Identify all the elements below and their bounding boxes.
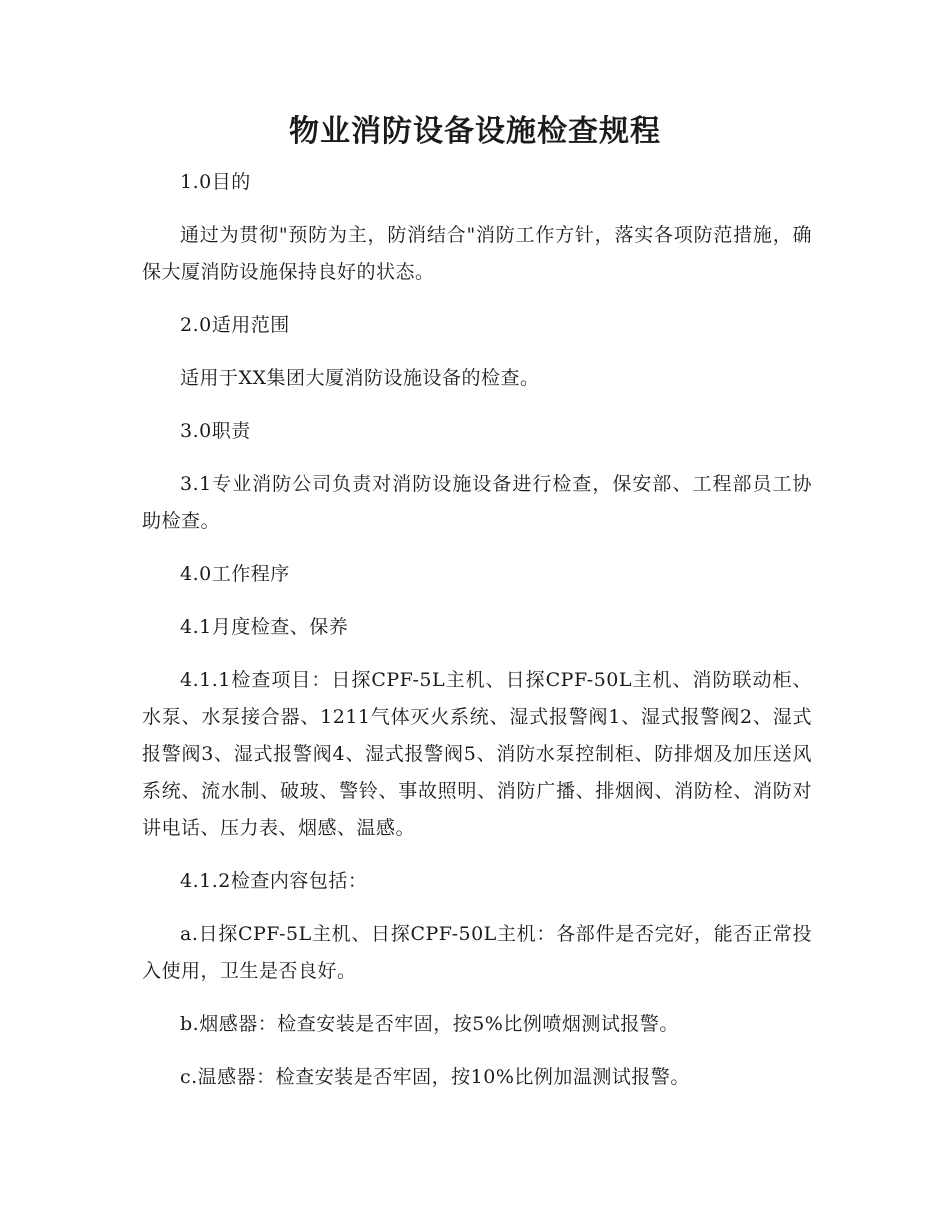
list-item-c: c.温感器：检查安装是否牢固，按10%比例加温测试报警。 — [180, 1066, 690, 1088]
section-heading-duties: 3.0职责 — [180, 420, 251, 442]
section-heading-purpose: 1.0目的 — [180, 171, 251, 193]
subsection-heading-monthly: 4.1月度检查、保养 — [180, 616, 349, 638]
paragraph-duties: 3.1专业消防公司负责对消防设施设备进行检查，保安部、工程部员工协助检查。 — [142, 473, 812, 532]
paragraph-check-content-heading: 4.1.2检查内容包括： — [180, 870, 368, 892]
list-item-a: a.日探CPF-5L主机、日探CPF-50L主机：各部件是否完好，能否正常投入使用，卫生是否良好。 — [142, 923, 812, 982]
list-item-b: b.烟感器：检查安装是否牢固，按5%比例喷烟测试报警。 — [180, 1013, 679, 1035]
paragraph-check-items: 4.1.1检查项目：日探CPF-5L主机、日探CPF-50L主机、消防联动柜、水泵、水泵接合器、1211气体灭火系统、湿式报警阀1、湿式报警阀2、湿式报警阀3、湿式报警阀4、湿式报警阀5、消防水泵控制柜、防排烟及加压送风系统、流水制、破玻、警铃、事故照明、消防广播、排烟阀、消防栓、消防对讲电话、压力表、烟感、温感。 — [142, 669, 812, 839]
document-title: 物业消防设备设施检查规程 — [289, 114, 661, 149]
document-body — [142, 164, 812, 1112]
paragraph-scope: 适用于XX集团大厦消防设施设备的检查。 — [180, 367, 540, 389]
section-heading-procedure: 4.0工作程序 — [180, 563, 290, 585]
paragraph-purpose: 通过为贯彻"预防为主，防消结合"消防工作方针，落实各项防范措施，确保大厦消防设施保持良好的状态。 — [142, 224, 812, 283]
section-heading-scope: 2.0适用范围 — [180, 314, 290, 336]
